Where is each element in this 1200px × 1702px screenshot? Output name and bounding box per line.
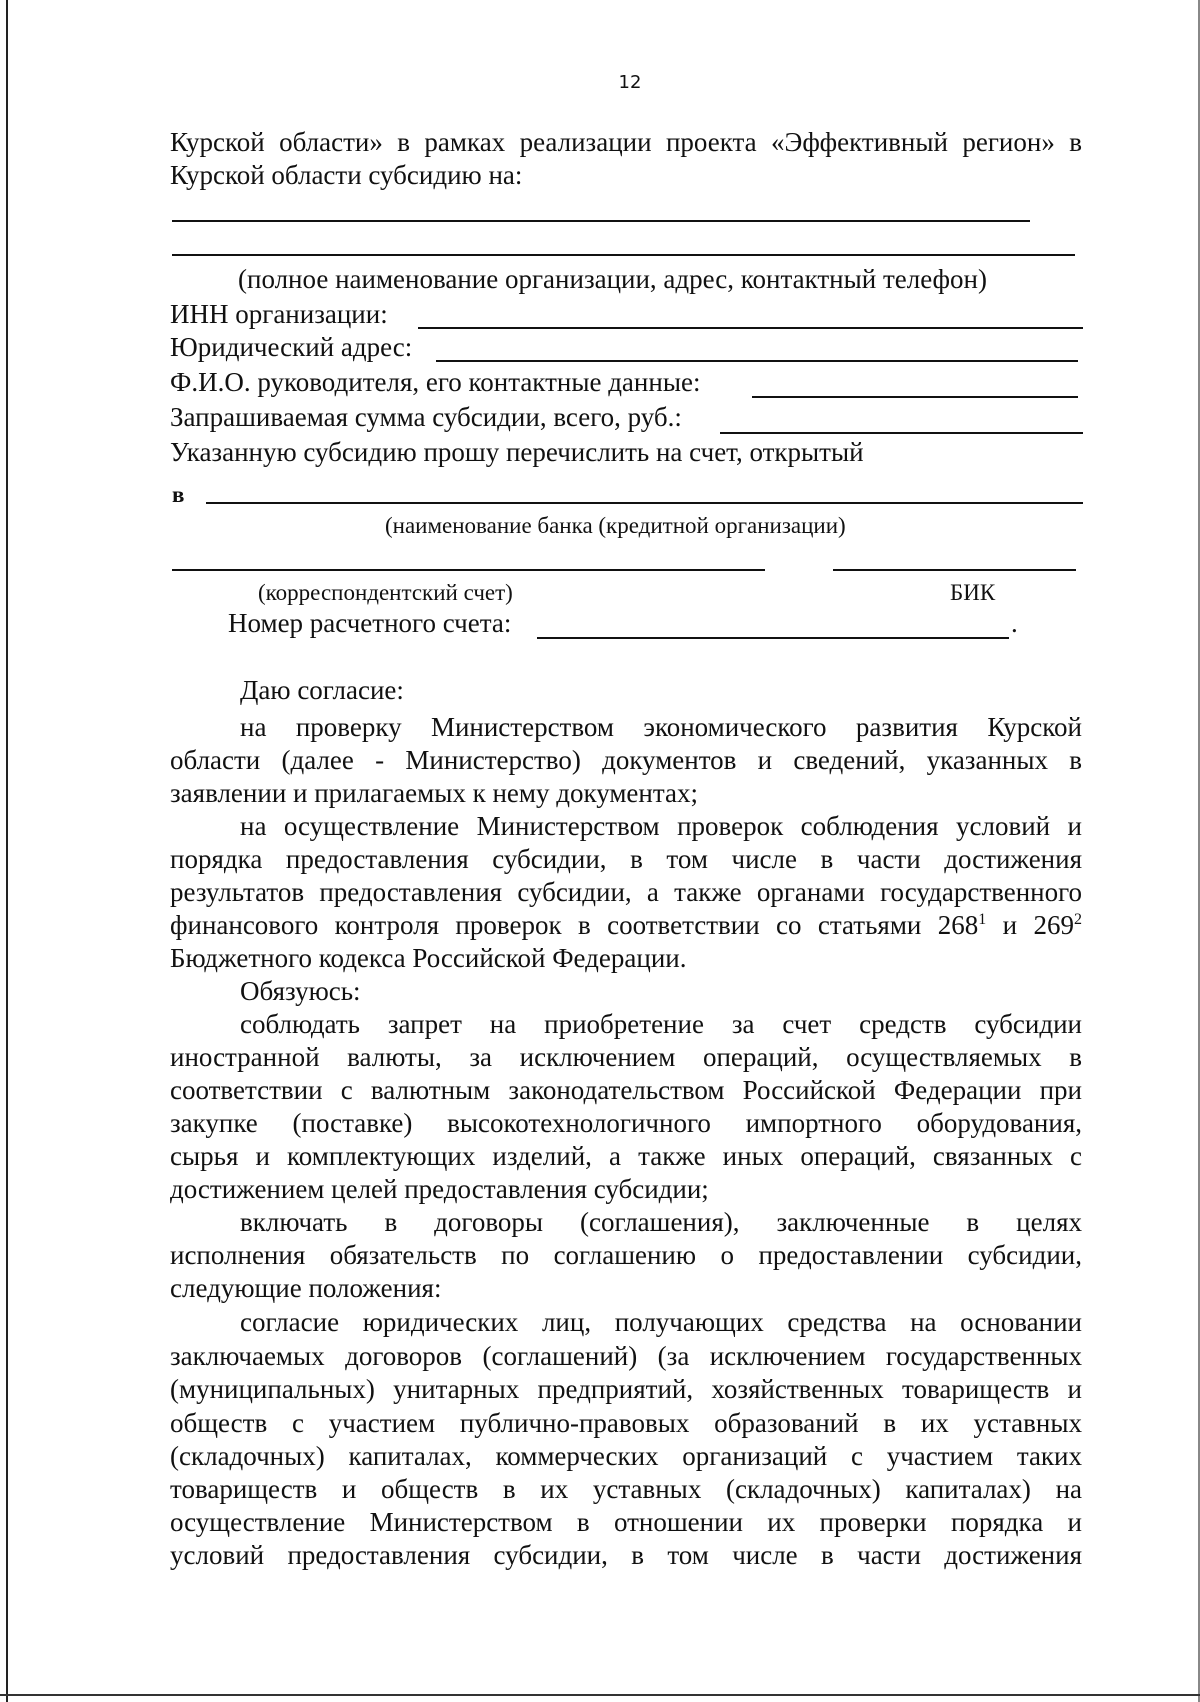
bik-line (833, 569, 1076, 571)
consent-heading: Даю согласие: (240, 675, 404, 705)
consent-p1-line-2: области (далее - Министерство) документов и сведений, указанных в (170, 745, 1082, 775)
head-label: Ф.И.О. руководителя, его контактные данные: (170, 367, 701, 397)
corr-account-line (172, 569, 765, 571)
scan-border-left (6, 0, 8, 1702)
obligation-p3-line-3: (муниципальных) унитарных предприятий, хозяйственных товариществ и (170, 1374, 1082, 1404)
obligation-p2-line-1: включать в договоры (соглашения), заключенные в целях (240, 1207, 1082, 1237)
obligation-p3-line-1: согласие юридических лиц, получающих средства на основании (240, 1307, 1082, 1337)
obligation-p1-line-3: соответствии с валютным законодательством Российской Федерации при (170, 1075, 1082, 1105)
obligation-p3-line-2: заключаемых договоров (соглашений) (за исключением государственных (170, 1341, 1082, 1371)
article-268-superscript: 1 (978, 911, 987, 928)
consent-p2-line-4 (170, 909, 1082, 942)
sum-label: Запрашиваемая сумма субсидии, всего, руб.: (170, 402, 682, 432)
transfer-text: Указанную субсидию прошу перечислить на счет, открытый (170, 437, 864, 467)
sum-field-line (720, 432, 1083, 434)
inn-field-line (418, 327, 1083, 329)
obligation-p3-line-8: условий предоставления субсидии, в том числе в части достижения (170, 1540, 1082, 1570)
consent-p2-line-1: на осуществление Министерством проверок соблюдения условий и (240, 811, 1082, 841)
obligation-p2-line-3: следующие положения: (170, 1273, 442, 1303)
obligation-p3-line-7: осуществление Министерством в отношении их проверки порядка и (170, 1507, 1082, 1537)
obligation-p1-line-6: достижением целей предоставления субсидии; (170, 1174, 709, 1204)
inn-label: ИНН организации: (170, 299, 388, 329)
consent-p2-line-2: порядка предоставления субсидии, в том числе в части достижения (170, 844, 1082, 874)
consent-p2-line-4-middle: и 269 (986, 910, 1074, 940)
org-caption: (полное наименование организации, адрес, контактный телефон) (238, 264, 987, 294)
consent-p2-line-5: Бюджетного кодекса Российской Федерации. (170, 943, 687, 973)
org-name-line-2 (172, 254, 1075, 256)
intro-line-1: Курской области» в рамках реализации проекта «Эффективный регион» в (170, 127, 1082, 157)
page-number: 12 (618, 72, 642, 93)
in-label: в (172, 482, 185, 507)
bik-caption: БИК (950, 580, 996, 605)
account-field-line (537, 637, 1009, 639)
bank-field-line (206, 502, 1083, 504)
obligation-p2-line-2: исполнения обязательств по соглашению о предоставлении субсидии, (170, 1240, 1082, 1270)
account-label: Номер расчетного счета: (228, 608, 512, 638)
article-269-superscript: 2 (1074, 911, 1082, 928)
bank-caption: (наименование банка (кредитной организации) (385, 513, 846, 538)
address-field-line (436, 360, 1078, 362)
consent-p2-line-4-text: финансового контроля проверок в соответствии со статьями 268 (170, 910, 979, 940)
consent-p2-line-3: результатов предоставления субсидии, а также органами государственного (170, 877, 1082, 907)
obligation-p1-line-2: иностранной валюты, за исключением операций, осуществляемых в (170, 1042, 1082, 1072)
org-name-line-1 (172, 220, 1030, 222)
account-end: . (1011, 608, 1018, 638)
address-label: Юридический адрес: (170, 332, 413, 362)
corr-caption: (корреспондентский счет) (258, 580, 513, 605)
consent-p1-line-1: на проверку Министерством экономического развития Курской (240, 712, 1082, 742)
obligation-p1-line-4: закупке (поставке) высокотехнологичного импортного оборудования, (170, 1108, 1082, 1138)
consent-p1-line-3: заявлении и прилагаемых к нему документах; (170, 778, 698, 808)
head-field-line (752, 396, 1078, 398)
intro-line-2: Курской области субсидию на: (170, 160, 523, 190)
obligation-heading: Обязуюсь: (240, 976, 361, 1006)
obligation-p3-line-6: товариществ и обществ в их уставных (складочных) капиталах) на (170, 1474, 1082, 1504)
obligation-p3-line-4: обществ с участием публично-правовых образований в их уставных (170, 1408, 1082, 1438)
scan-border-bottom (0, 1694, 1200, 1696)
obligation-p3-line-5: (складочных) капиталах, коммерческих организаций с участием таких (170, 1441, 1082, 1471)
obligation-p1-line-5: сырья и комплектующих изделий, а также иных операций, связанных с (170, 1141, 1082, 1171)
obligation-p1-line-1: соблюдать запрет на приобретение за счет средств субсидии (240, 1009, 1082, 1039)
